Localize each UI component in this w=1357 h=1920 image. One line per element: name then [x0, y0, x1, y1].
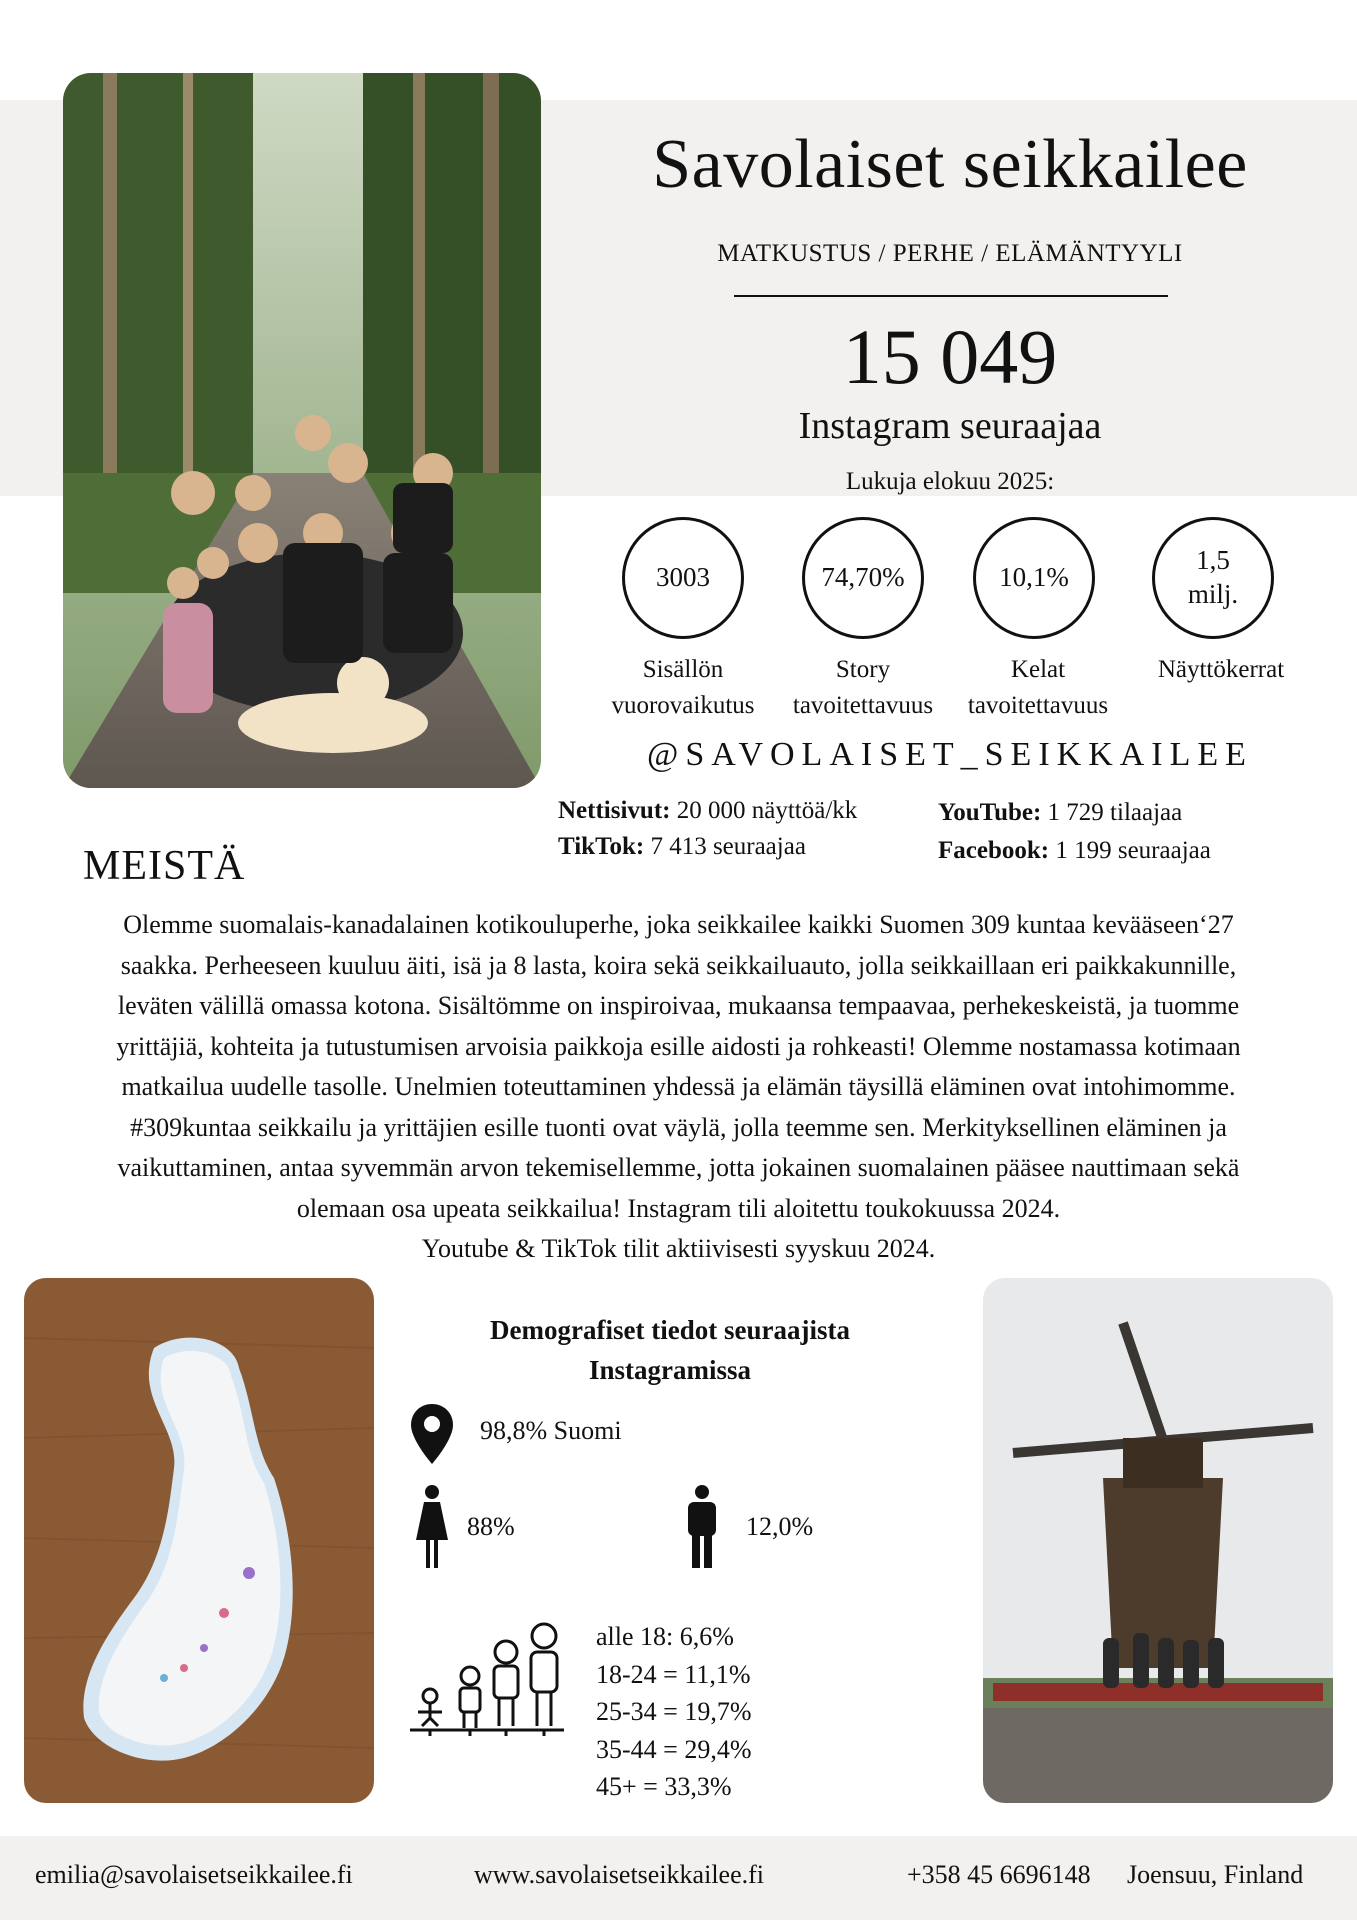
stat-reels-reach-label — [943, 652, 1133, 723]
about-line: olemaan osa upeata seikkailua! Instagram tili aloitettu toukokuussa 2024. — [296, 1193, 1061, 1223]
social-youtube-value: 1 729 tilaajaa — [1041, 799, 1183, 826]
female-stat: 88% — [467, 1512, 515, 1541]
social-tiktok-label: TikTok: — [558, 833, 645, 860]
social-tiktok-value: 7 413 seuraajaa — [644, 833, 806, 860]
social-facebook-value: 1 199 seuraajaa — [1049, 837, 1211, 864]
stat-story-reach-circle — [802, 517, 924, 639]
stat-views-label — [1126, 652, 1316, 688]
demographics-title-1: Demografiset tiedot seuraajista — [490, 1315, 850, 1345]
stat-reels-reach-circle — [973, 517, 1095, 639]
stat-views-value-1: 1,5 — [1196, 545, 1230, 576]
age-group: alle 18: 6,6% — [596, 1622, 734, 1651]
social-website — [558, 797, 857, 825]
social-youtube-label: YouTube: — [938, 799, 1042, 826]
about-heading: MEISTÄ — [83, 843, 246, 889]
age-group: 18-24 = 11,1% — [596, 1659, 751, 1689]
stat-story-reach-label — [768, 652, 958, 723]
stat-engagement-label-1: Sisällön — [642, 656, 724, 683]
stat-reels-reach-label-1: Kelat — [1010, 656, 1066, 683]
follower-count: 15 049 — [842, 313, 1058, 400]
demographics-title — [430, 1310, 910, 1390]
social-youtube — [938, 799, 1182, 827]
brand-title: Savolaiset seikkailee — [652, 126, 1248, 203]
windmill-photo — [983, 1278, 1333, 1803]
stat-story-reach-value: 74,70% — [821, 562, 905, 593]
stats-date: Lukuja elokuu 2025: — [845, 468, 1055, 495]
age-group: 45+ = 33,3% — [596, 1772, 732, 1801]
finland-map-photo — [24, 1278, 374, 1803]
stat-views-circle — [1152, 517, 1274, 639]
about-line: matkailua uudelle tasolle. Unelmien toteuttaminen yhdessä ja elämän täysillä eläminen ovat intohimomme. — [121, 1072, 1236, 1101]
location-stat: 98,8% Suomi — [480, 1416, 622, 1445]
male-stat: 12,0% — [746, 1512, 814, 1541]
male-icon — [684, 1484, 720, 1570]
about-line: Olemme suomalais-kanadalainen kotikouluperhe, joka seikkailee kaikki Suomen 309 kuntaa kevääseen‘27 — [123, 910, 1234, 939]
location-pin-icon — [408, 1402, 456, 1466]
about-line: saakka. Perheeseen kuuluu äiti, isä ja 8 lasta, koira sekä seikkailuauto, jolla seikkaillaan eri paikkakunnille, — [120, 950, 1237, 980]
social-website-value: 20 000 näyttöä/kk — [670, 797, 858, 824]
footer-email[interactable]: emilia@savolaisetseikkailee.fi — [35, 1860, 353, 1889]
follower-label: Instagram seuraajaa — [798, 405, 1102, 447]
footer-phone[interactable]: +358 45 6696148 — [907, 1860, 1091, 1889]
stat-views-label-1: Näyttökerrat — [1157, 656, 1285, 683]
brand-subtitle: MATKUSTUS / PERHE / ELÄMÄNTYYLI — [717, 240, 1183, 267]
stat-views-value-2: milj. — [1187, 579, 1239, 609]
stat-engagement-value: 3003 — [656, 562, 710, 593]
social-facebook — [938, 837, 1211, 865]
stat-story-reach-label-1: Story — [835, 656, 891, 683]
family-photo — [63, 73, 541, 788]
stat-reels-reach-value: 10,1% — [999, 562, 1069, 593]
about-text — [40, 905, 1317, 1270]
female-icon — [412, 1484, 452, 1570]
about-line: leväten välillä omassa kotona. Sisältömme on inspiroivaa, mukaansa tempaavaa, perhekeskeistä, ja tuomme — [117, 991, 1240, 1020]
footer-website[interactable]: www.savolaisetseikkailee.fi — [474, 1860, 764, 1889]
age-groups-icon — [408, 1622, 566, 1740]
about-line: vaikuttaminen, antaa syvemmän arvon tekemisellemme, jotta jokainen suomalainen pääsee nauttimaan sekä — [117, 1153, 1240, 1182]
about-line: yrittäjiä, kohteita ja tutustumisen arvoisia paikkoja esille aidosti ja rohkeasti! Olemme nostamassa kotimaan — [116, 1031, 1241, 1061]
instagram-handle[interactable]: @SAVOLAISET_SEIKKAILEE — [647, 736, 1253, 773]
age-distribution — [596, 1618, 751, 1806]
age-group: 35-44 = 29,4% — [596, 1734, 752, 1764]
social-facebook-label: Facebook: — [938, 837, 1050, 864]
stat-engagement-label — [588, 652, 778, 723]
social-website-label: Nettisivut: — [558, 797, 671, 824]
footer-location: Joensuu, Finland — [1127, 1860, 1304, 1889]
stat-reels-reach-label-2: tavoitettavuus — [967, 691, 1109, 719]
stat-story-reach-label-2: tavoitettavuus — [792, 691, 934, 719]
stat-engagement-circle — [622, 517, 744, 639]
about-line: #309kuntaa seikkailu ja yrittäjien esille tuonti ovat väylä, jolla teemme sen. Merkityksellinen eläminen ja — [130, 1112, 1227, 1142]
age-group: 25-34 = 19,7% — [596, 1697, 752, 1726]
demographics-title-2: Instagramissa — [588, 1355, 751, 1385]
stat-engagement-label-2: vuorovaikutus — [611, 691, 755, 719]
about-line: Youtube & TikTok tilit aktiivisesti syyskuu 2024. — [421, 1234, 936, 1263]
social-tiktok — [558, 833, 806, 861]
divider — [734, 295, 1168, 297]
